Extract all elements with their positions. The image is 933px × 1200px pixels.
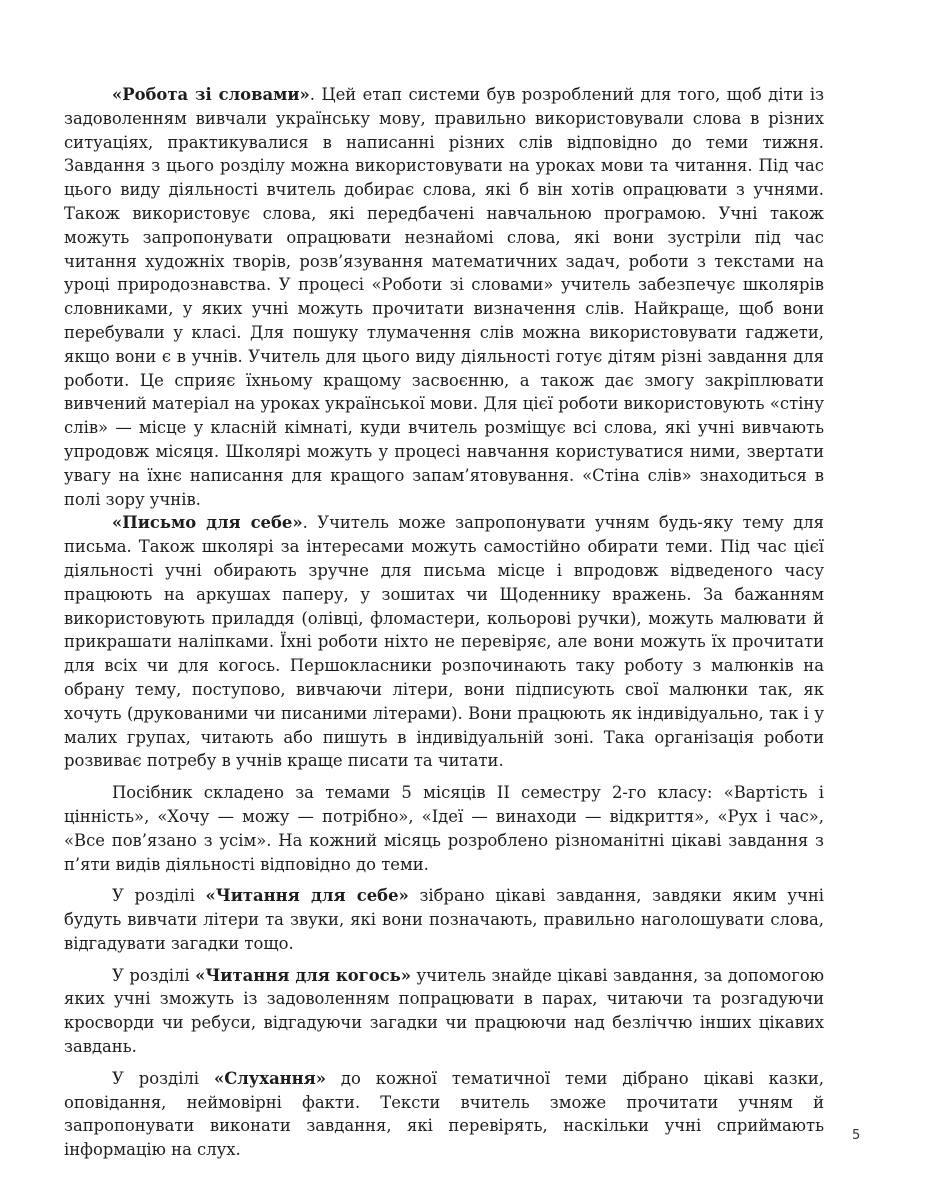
paragraph-reading-for-self (64, 884, 824, 955)
paragraph-text: до кожної тематичної теми дібрано цікаві казки, оповідання, неймовірні факти. Тексти вчитель зможе прочитати учням й запропонувати виконати завдання, які перевірять, наскільки учні сприймають інформацію на слух. (64, 1068, 824, 1160)
paragraph-prefix: У розділі (112, 1068, 214, 1088)
paragraph-text: Посібник складено за темами 5 місяців ІІ семестру 2-го класу: «Вартість і цінність», «Хочу — можу — потрібно», «Ідеї — винаходи — відкриття», «Рух і час», «Все пов’язано з усім». На кожний місяць розроблено різноманітні цікаві завдання з п’яти видів діяльності відповідно до теми. (64, 783, 824, 874)
paragraph-text: зібрано цікаві завдання, завдяки яким учні будуть вивчати літери та звуки, які вони позначають, правильно наголошувати слова, відгадувати загадки тощо. (64, 886, 824, 953)
paragraph-reading-for-others (64, 964, 824, 1059)
paragraph-text: . Цей етап системи був розроблений для того, щоб діти із задоволенням вивчали українську мову, правильно використовували слова в різних ситуаціях, практикувалися в написанні різних слів відповідно до теми тижня. Завдання з цього розділу можна використовувати на уроках мови та читання. Під час цього виду діяльності вчитель добирає слова, які б він хотів опрацювати з учнями. Також використовує слова, які передбачені навчальною програмою. Учні також можуть запропонувати опрацювати незнайомі слова, які вони зустріли під час читання художніх творів, розв’язування математичних задач, роботи з текстами на уроці природознавства. У процесі «Роботи зі словами» учитель забезпечує школярів словниками, у яких учні можуть прочитати визначення слів. Найкраще, щоб вони перебували у класі. Для пошуку тлумачення слів можна використовувати гаджети, якщо вони є в учнів. Учитель для цього виду діяльності готує дітям різні завдання для роботи. Це сприяє їхньому кращому засвоєнню, а також дає змогу закріплювати вивчений матеріал на уроках української мови. Для цієї роботи використовують «стіну слів» — місце у класній кімнаті, куди вчитель розміщує всі слова, які учні вивчають упродовж місяця. Школярі можуть у процесі навчання користуватися ними, звертати увагу на їхнє написання для кращого запам’ятовування. «Стіна слів» знаходиться в полі зору учнів. (64, 85, 825, 509)
heading-writing-for-self: «Письмо для себе» (112, 513, 303, 533)
heading-listening: «Слухання» (213, 1068, 327, 1088)
heading-reading-for-self: «Читання для себе» (205, 886, 409, 906)
paragraph-prefix: У розділі (112, 965, 196, 985)
paragraph-words-work (64, 83, 824, 511)
heading-reading-for-others: «Читання для когось» (195, 965, 411, 985)
heading-words-work: «Робота зі словами» (112, 85, 310, 104)
body-text (64, 83, 824, 1162)
paragraph-text: учитель знайде цікаві завдання, за допомогою яких учні зможуть із задоволенням попрацювати в парах, читаючи та розгадуючи кросворди чи ребуси, відгадуючи загадки чи працюючи над безліччю інших цікавих завдань. (64, 965, 824, 1057)
page-number: 5 (852, 1128, 861, 1143)
paragraph-writing-for-self (64, 511, 824, 773)
paragraph-prefix: У розділі (112, 886, 206, 906)
paragraph-text: . Учитель може запропонувати учням будь-яку тему для письма. Також школярі за інтересами можуть самостійно обирати теми. Під час цієї діяльності учні обирають зручне для письма місце і впродовж відведеного часу працюють на аркушах паперу, у зошитах чи Щоденнику вражень. За бажанням використовують приладдя (олівці, фломастери, кольорові ручки), можуть малювати й прикрашати наліпками. Їхні роботи ніхто не перевіряє, але вони можуть їх прочитати для всіх чи для когось. Першокласники розпочинають таку роботу з малюнків на обрану тему, поступово, вивчаючи літери, вони підписують свої малюнки так, як хочуть (друкованими чи писаними літерами). Вони працюють як індивідуально, так і у малих групах, читають або пишуть в індивідуальній зоні. Така організація роботи розвиває потребу в учнів краще писати та читати. (64, 513, 824, 771)
paragraph-manual-structure (64, 781, 824, 876)
paragraph-listening (64, 1067, 824, 1162)
